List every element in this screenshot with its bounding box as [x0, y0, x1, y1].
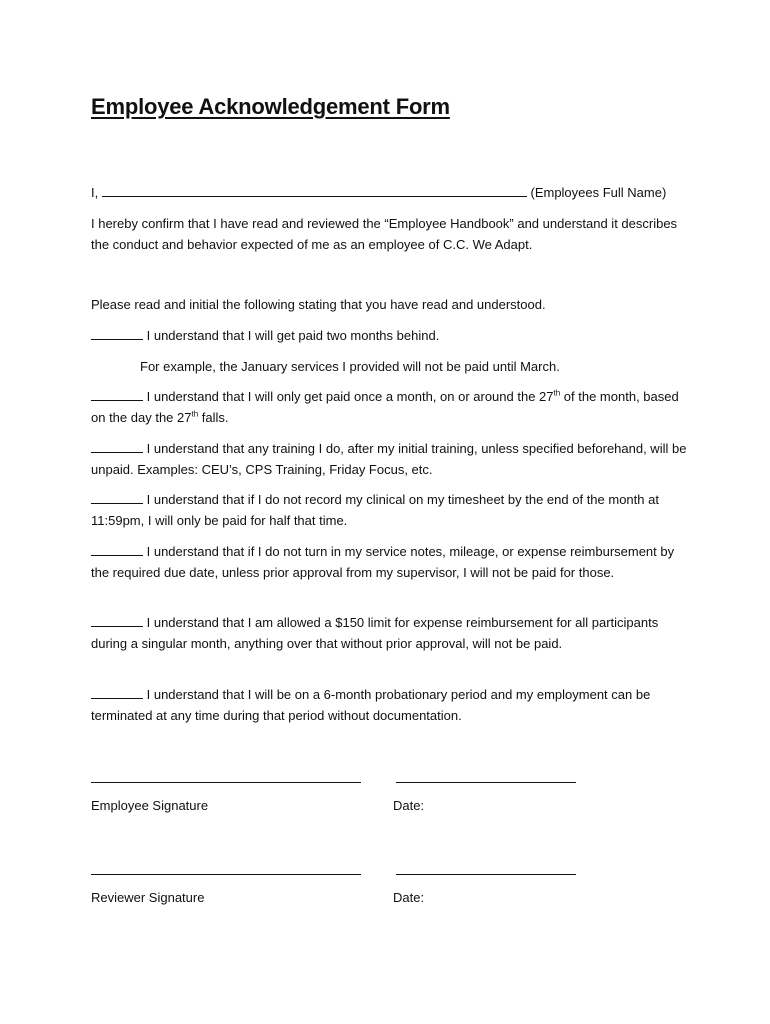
acknowledgement-item — [91, 326, 691, 347]
reviewer-date-line[interactable] — [396, 874, 576, 875]
item-text: I understand that I will get paid two months behind. — [146, 328, 440, 343]
example-note: For example, the January services I provided will not be paid until March. — [140, 359, 560, 374]
item-text: I understand that I am allowed a $150 limit for expense reimbursement for all participants during a singular month, anything over that without prior approval, will not be paid. — [91, 615, 659, 651]
name-suffix: (Employees Full Name) — [530, 185, 667, 200]
acknowledgement-item — [91, 685, 691, 726]
item-text-part: I understand that I will only get paid once a month, on or around the 27 — [146, 389, 554, 404]
initial-field[interactable] — [91, 326, 143, 340]
employee-date-label: Date: — [393, 798, 425, 813]
instruction-paragraph: Please read and initial the following stating that you have read and understood. — [91, 297, 546, 312]
reviewer-signature-label: Reviewer Signature — [91, 890, 205, 905]
initial-field[interactable] — [91, 542, 143, 556]
initial-field[interactable] — [91, 490, 143, 504]
intro-paragraph: I hereby confirm that I have read and reviewed the “Employee Handbook” and understand it describes the conduct and behavior expected of me as an employee of C.C. We Adapt. — [91, 216, 678, 252]
item-text: I understand that I will be on a 6-month probationary period and my employment can be terminated at any time during that period without documentation. — [91, 687, 651, 723]
employee-signature-line[interactable] — [91, 782, 361, 783]
acknowledgement-item — [91, 387, 691, 428]
reviewer-date-label: Date: — [393, 890, 425, 905]
form-title: Employee Acknowledgement Form — [91, 94, 450, 119]
initial-field[interactable] — [91, 613, 143, 627]
acknowledgement-item — [91, 490, 691, 531]
acknowledgement-item — [91, 439, 691, 480]
item-text-part: of the month, based on the day the 27 — [91, 389, 679, 425]
name-prefix: I, — [91, 185, 99, 200]
initial-field[interactable] — [91, 685, 143, 699]
item-text: I understand that any training I do, after my initial training, unless specified beforehand, will be unpaid. Examples: CEU’s, CPS Training, Friday Focus, etc. — [91, 441, 687, 477]
employee-date-line[interactable] — [396, 782, 576, 783]
superscript: th — [191, 409, 199, 419]
reviewer-signature-line[interactable] — [91, 874, 361, 875]
item-text: I understand that if I do not turn in my service notes, mileage, or expense reimbursement by the required due date, unless prior approval from my supervisor, I will not be paid for those. — [91, 544, 675, 580]
initial-field[interactable] — [91, 387, 143, 401]
item-text-part: falls. — [198, 409, 229, 425]
superscript: th — [553, 388, 561, 398]
full-name-field[interactable] — [102, 183, 527, 197]
name-line — [91, 183, 691, 204]
acknowledgement-item — [91, 613, 691, 654]
item-text: I understand that if I do not record my clinical on my timesheet by the end of the month at 11:59pm, I will only be paid for half that time. — [91, 492, 659, 528]
initial-field[interactable] — [91, 439, 143, 453]
employee-signature-label: Employee Signature — [91, 798, 209, 813]
acknowledgement-item — [91, 542, 691, 583]
